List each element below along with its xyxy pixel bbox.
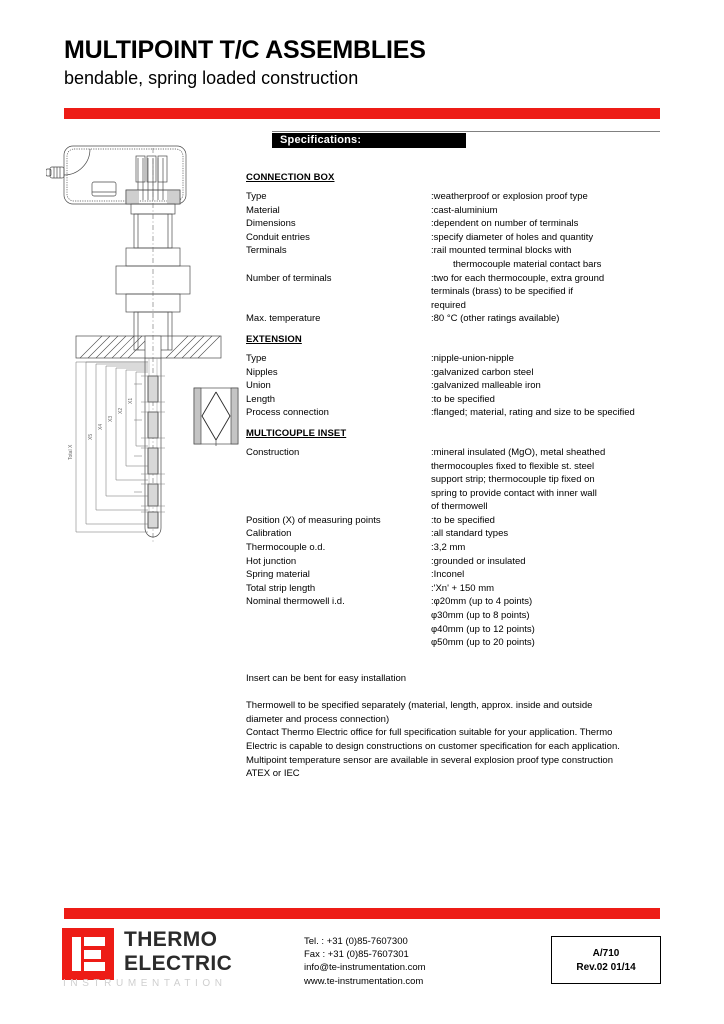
spec-value: :Inconel bbox=[431, 569, 465, 581]
notes-block bbox=[246, 672, 666, 781]
spec-value bbox=[431, 446, 666, 514]
note-line: Contact Thermo Electric office for full specification suitable for your application. Thermo bbox=[246, 727, 613, 739]
assembly-technical-drawing bbox=[46, 140, 251, 550]
spec-row bbox=[246, 555, 666, 569]
section-heading-extension: EXTENSION bbox=[246, 333, 302, 345]
spec-value-line: φ50mm (up to 20 points) bbox=[431, 637, 535, 649]
spec-value: :flanged; material, rating and size to be specified bbox=[431, 407, 635, 419]
spec-value: :galvanized carbon steel bbox=[431, 366, 534, 378]
document-code: A/710 bbox=[592, 948, 620, 959]
spec-value: :to be specified bbox=[431, 514, 495, 526]
spec-label: Length bbox=[246, 393, 276, 405]
note-line: Multipoint temperature sensor are available in several explosion proof type construction bbox=[246, 754, 614, 766]
logo-word-thermo: THERMO bbox=[124, 928, 218, 951]
spec-value-line: :φ20mm (up to 4 points) bbox=[431, 596, 533, 608]
spec-value-line: thermocouple material contact bars bbox=[453, 258, 602, 270]
spec-label: Type bbox=[246, 352, 267, 364]
spec-value-line: thermocouples fixed to flexible st. steel bbox=[431, 460, 595, 472]
svg-text:X5: X5 bbox=[88, 433, 94, 440]
company-logo bbox=[62, 928, 272, 1000]
spec-label: Conduit entries bbox=[246, 231, 310, 243]
spec-value-line: support strip; thermocouple tip fixed on bbox=[431, 474, 595, 486]
spec-value: :weatherproof or explosion proof type bbox=[431, 191, 588, 202]
spec-value-line: required bbox=[431, 299, 466, 311]
spec-label: Union bbox=[246, 380, 271, 392]
spec-row bbox=[246, 204, 666, 218]
section-heading-multicouple-inset: MULTICOUPLE INSET bbox=[246, 427, 347, 439]
logo-tagline: INSTRUMENTATION bbox=[63, 978, 227, 989]
te-monogram-icon bbox=[62, 928, 114, 980]
page-subtitle: bendable, spring loaded construction bbox=[64, 68, 359, 88]
spec-value-line: spring to provide contact with inner wall bbox=[431, 487, 597, 499]
svg-text:X2: X2 bbox=[118, 407, 124, 414]
spec-value-line: terminals (brass) to be specified if bbox=[431, 286, 574, 298]
spec-value-line: φ30mm (up to 8 points) bbox=[431, 610, 530, 622]
contact-details bbox=[304, 935, 426, 988]
spec-label: Total strip length bbox=[246, 582, 316, 594]
note-line: Thermowell to be specified separately (material, length, approx. inside and outside bbox=[246, 700, 593, 712]
spec-label: Dimensions bbox=[246, 218, 296, 230]
spec-value bbox=[431, 244, 666, 271]
spec-label: Spring material bbox=[246, 569, 310, 581]
logo-word-electric: ELECTRIC bbox=[124, 952, 233, 975]
spec-row bbox=[246, 366, 666, 380]
svg-text:X4: X4 bbox=[98, 423, 104, 430]
spec-row bbox=[246, 446, 666, 514]
spec-row bbox=[246, 379, 666, 393]
note-line: ATEX or IEC bbox=[246, 768, 300, 780]
spec-label: Type bbox=[246, 191, 267, 202]
spec-row bbox=[246, 527, 666, 541]
spec-label: Max. temperature bbox=[246, 313, 321, 325]
document-code-box bbox=[551, 936, 661, 984]
spec-row bbox=[246, 244, 666, 271]
spec-value-line: of thermowell bbox=[431, 501, 488, 513]
spec-value: :to be specified bbox=[431, 393, 495, 405]
contact-website[interactable]: www.te-instrumentation.com bbox=[304, 975, 424, 987]
spec-value: :specify diameter of holes and quantity bbox=[431, 231, 594, 243]
specifications-tab-label: Specifications: bbox=[280, 134, 362, 146]
spec-row bbox=[246, 312, 666, 326]
svg-text:Total X: Total X bbox=[68, 444, 74, 460]
spec-row bbox=[246, 352, 666, 366]
spec-row bbox=[246, 406, 666, 420]
spec-row bbox=[246, 582, 666, 596]
spec-label: Process connection bbox=[246, 407, 329, 419]
document-revision: Rev.02 01/14 bbox=[576, 962, 636, 973]
contact-tel: Tel. : +31 (0)85-7607300 bbox=[304, 936, 408, 947]
note-line: diameter and process connection) bbox=[246, 713, 390, 725]
spec-row bbox=[246, 595, 666, 649]
spec-label: Terminals bbox=[246, 245, 287, 257]
spec-row bbox=[246, 514, 666, 528]
spec-label: Nipples bbox=[246, 366, 278, 378]
spec-label: Calibration bbox=[246, 528, 292, 540]
spec-value bbox=[431, 272, 666, 313]
spec-value bbox=[431, 595, 666, 649]
specifications-tab bbox=[272, 133, 466, 148]
spec-label: Number of terminals bbox=[246, 272, 332, 284]
spec-row bbox=[246, 217, 666, 231]
spec-value: :grounded or insulated bbox=[431, 555, 526, 567]
spec-row bbox=[246, 231, 666, 245]
spec-row bbox=[246, 393, 666, 407]
spec-value: :3,2 mm bbox=[431, 542, 466, 554]
spec-label: Thermocouple o.d. bbox=[246, 542, 326, 554]
spec-label: Material bbox=[246, 204, 280, 216]
spec-label: Nominal thermowell i.d. bbox=[246, 596, 345, 608]
spec-value: :cast-aluminium bbox=[431, 204, 498, 216]
spec-label: Construction bbox=[246, 446, 300, 458]
footer-accent-bar bbox=[64, 908, 660, 919]
spec-label: Position (X) of measuring points bbox=[246, 514, 381, 526]
spec-value-line: :two for each thermocouple, extra ground bbox=[431, 272, 605, 284]
svg-text:X3: X3 bbox=[108, 415, 114, 422]
contact-email[interactable]: info@te-instrumentation.com bbox=[304, 962, 426, 974]
spec-row bbox=[246, 272, 666, 313]
spec-value: :all standard types bbox=[431, 528, 509, 540]
spec-row bbox=[246, 541, 666, 555]
note-line: Electric is capable to design constructions on customer specification for each application. bbox=[246, 740, 620, 752]
specifications-rule bbox=[272, 131, 660, 132]
spec-value-line: :mineral insulated (MgO), metal sheathed bbox=[431, 446, 606, 458]
spec-value: :nipple-union-nipple bbox=[431, 352, 514, 364]
spec-value: :galvanized malleable iron bbox=[431, 380, 541, 392]
contact-fax: Fax : +31 (0)85-7607301 bbox=[304, 949, 409, 961]
spec-value-line: :rail mounted terminal blocks with bbox=[431, 245, 572, 257]
spec-value: :80 °C (other ratings available) bbox=[431, 313, 560, 325]
spec-value-line: φ40mm (up to 12 points) bbox=[431, 623, 535, 635]
section-heading-connection-box: CONNECTION BOX bbox=[246, 172, 335, 183]
spec-row bbox=[246, 190, 666, 204]
spec-row bbox=[246, 568, 666, 582]
specifications-list bbox=[246, 172, 666, 650]
note-insert-bendable: Insert can be bent for easy installation bbox=[246, 673, 407, 684]
header-accent-bar bbox=[64, 108, 660, 119]
spec-label: Hot junction bbox=[246, 555, 297, 567]
spec-value: :'Xn' + 150 mm bbox=[431, 582, 495, 594]
spec-value: :dependent on number of terminals bbox=[431, 218, 579, 230]
svg-text:X1: X1 bbox=[128, 397, 134, 404]
page-title: MULTIPOINT T/C ASSEMBLIES bbox=[64, 36, 426, 64]
